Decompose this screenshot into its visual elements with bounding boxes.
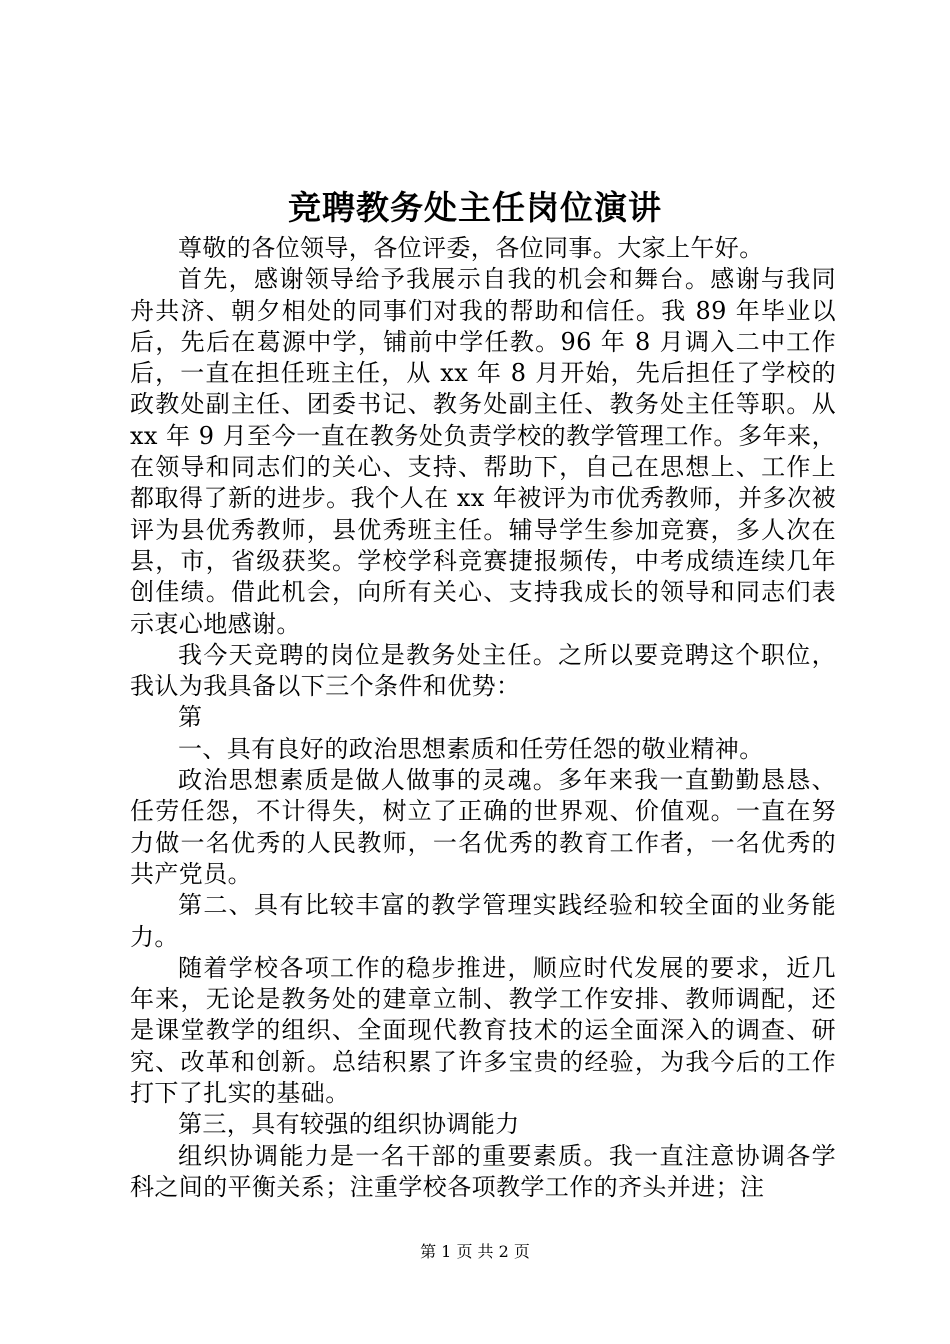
paragraph-third-heading: 第三，具有较强的组织协调能力: [178, 1110, 520, 1139]
paragraph-first-body: 政治思想素质是做人做事的灵魂。多年来我一直勤勤恳恳、任劳任怨，不计得失，树立了正确的世界观、价值观。一直在努力做一名优秀的人民教师，一名优秀的教育工作者，一名优秀的共产党员。: [130, 766, 836, 888]
paragraph-greeting: 尊敬的各位领导，各位评委，各位同事。大家上午好。: [178, 234, 764, 262]
page-footer: 第 1 页 共 2 页: [420, 1242, 530, 1261]
paragraph-position: 我今天竞聘的岗位是教务处主任。之所以要竞聘这个职位，我认为我具备以下三个条件和优势：: [130, 640, 836, 701]
paragraph-introduction: 首先，感谢领导给予我展示自我的机会和舞台。感谢与我同舟共济、朝夕相处的同事们对我的帮助和信任。我 89 年毕业以后，先后在葛源中学，铺前中学任教。96 年 8 月调入二中工作后，一直在担任班主任，从 xx 年 8 月开始，先后担任了学校的政教处副主任、团委书记、教务处副主任、教务处主任等职。从 xx 年 9 月至今一直在教务处负责学校的教学管理工作。多年来，在领导和同志们的关心、支持、帮助下，自己在思想上、工作上都取得了新的进步。我个人在 xx 年被评为市优秀教师，并多次被评为县优秀教师，县优秀班主任。辅导学生参加竞赛，多人次在县，市，省级获奖。学校学科竞赛捷报频传，中考成绩连续几年创佳绩。借此机会，向所有关心、支持我成长的领导和同志们表示衷心地感谢。: [130, 265, 836, 638]
paragraph-first-label: 第: [178, 703, 203, 732]
paragraph-second-body: 随着学校各项工作的稳步推进，顺应时代发展的要求，近几年来，无论是教务处的建章立制、教学工作安排、教师调配，还是课堂教学的组织、全面现代教育技术的运全面深入的调查、研究、改革和创新。总结积累了许多宝贵的经验，为我今后的工作打下了扎实的基础。: [130, 953, 836, 1108]
document-title: 竞聘教务处主任岗位演讲: [288, 188, 662, 227]
paragraph-second-heading: 第二、具有比较丰富的教学管理实践经验和较全面的业务能力。: [130, 891, 836, 951]
paragraph-third-body: 组织协调能力是一名干部的重要素质。我一直注意协调各学科之间的平衡关系；注重学校各项教学工作的齐头并进；注: [130, 1141, 836, 1201]
document-body: [130, 233, 836, 1203]
paragraph-first-heading: 一、具有良好的政治思想素质和任劳任怨的敬业精神。: [178, 734, 764, 763]
